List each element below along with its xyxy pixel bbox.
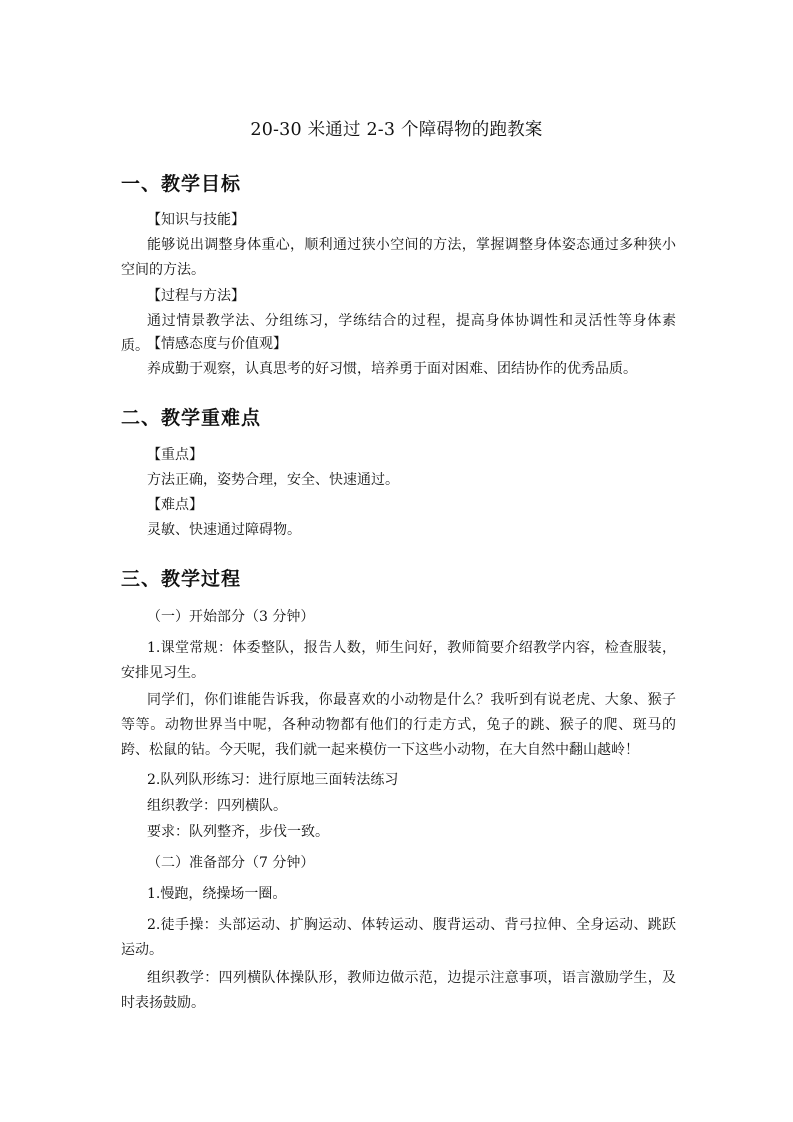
paragraph-animal-intro: 同学们，你们谁能告诉我，你最喜欢的小动物是什么？我听到有说老虎、大象、猴子等等。动物世界当中呢，各种动物都有他们的行走方式，兔子的跳、猴子的爬、斑马的跨、松鼠的钻。今天呢，我们就一起来模仿一下这些小动物，在大自然中翻山越岭！ [121, 692, 676, 758]
knowledge-skills-text: 能够说出调整身体重心，顺利通过狭小空间的方法，掌握调整身体姿态通过多种狭小空间的方法。 [121, 237, 676, 278]
part-start-label: （一）开始部分（3 分钟） [147, 609, 315, 625]
paragraph-formation-practice: 2.队列队形练习：进行原地三面转法练习 [147, 772, 399, 788]
document-title: 20-30 米通过 2-3 个障碍物的跑教案 [250, 120, 543, 140]
section-heading-key-difficulties: 二、教学重难点 [121, 407, 262, 429]
knowledge-skills-label: 【知识与技能】 [147, 212, 245, 228]
difficulty-label: 【难点】 [147, 497, 203, 513]
emotion-values-text: 养成勤于观察，认真思考的好习惯，培养勇于面对困难、团结协作的优秀品质。 [147, 361, 637, 377]
paragraph-calisthenics: 2.徒手操：头部运动、扩胸运动、体转运动、腹背运动、背弓拉伸、全身运动、跳跃运动。 [121, 917, 676, 958]
paragraph-organization-2: 组织教学：四列横队体操队形，教师边做示范，边提示注意事项，语言激励学生，及时表扬鼓励。 [121, 970, 676, 1011]
key-point-text: 方法正确，姿势合理，安全、快速通过。 [147, 472, 399, 488]
section-heading-teaching-process: 三、教学过程 [121, 568, 242, 590]
process-method-label: 【过程与方法】 [147, 288, 245, 304]
difficulty-text: 灵敏、快速通过障碍物。 [147, 522, 301, 538]
emotion-values-label: 【情感态度与价值观】 [147, 336, 287, 352]
section-heading-objectives: 一、教学目标 [121, 173, 242, 195]
part-prep-label: （二）准备部分（7 分钟） [147, 855, 315, 871]
paragraph-organization-1: 组织教学：四列横队。 [147, 798, 287, 814]
paragraph-jog: 1.慢跑，绕操场一圈。 [147, 886, 287, 902]
key-point-label: 【重点】 [147, 447, 203, 463]
process-method-text: 通过情景教学法、分组练习，学练结合的过程，提高身体协调性和灵活性等身体素质。 [121, 313, 676, 354]
paragraph-class-routine: 1.课堂常规：体委整队，报告人数，师生问好，教师简要介绍教学内容，检查服装，安排见习生。 [121, 640, 676, 681]
paragraph-requirement: 要求：队列整齐，步伐一致。 [147, 824, 329, 840]
